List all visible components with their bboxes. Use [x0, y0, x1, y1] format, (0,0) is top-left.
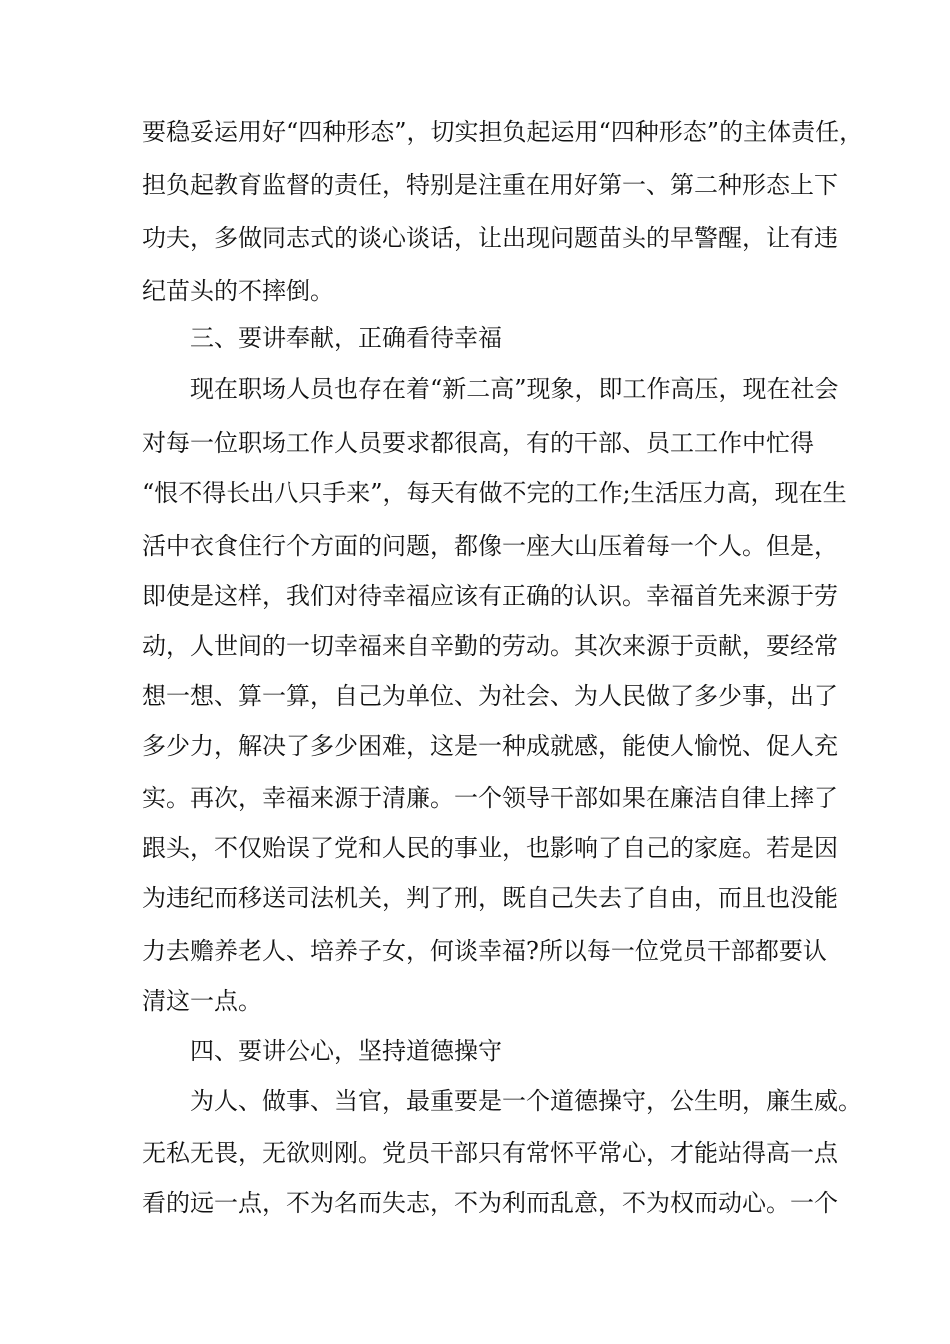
paragraph-line: “恨不得长出八只手来”，每天有做不完的工作;生活压力高，现在生 — [142, 479, 847, 507]
paragraph-line: 跟头，不仅贻误了党和人民的事业，也影响了自己的家庭。若是因 — [142, 834, 838, 862]
paragraph-line: 对每一位职场工作人员要求都很高，有的干部、员工工作中忙得 — [142, 429, 814, 457]
paragraph-line: 要稳妥运用好“四种形态”，切实担负起运用“四种形态”的主体责任， — [142, 118, 864, 146]
paragraph-line: 现在职场人员也存在着“新二高”现象，即工作高压，现在社会 — [190, 375, 839, 403]
paragraph-line: 为人、做事、当官，最重要是一个道德操守，公生明，廉生威。 — [190, 1087, 862, 1115]
paragraph-line: 动，人世间的一切幸福来自辛勤的劳动。其次来源于贡献，要经常 — [142, 632, 838, 660]
paragraph-line: 看的远一点，不为名而失志，不为利而乱意，不为权而动心。一个 — [142, 1189, 838, 1217]
paragraph-line: 实。再次，幸福来源于清廉。一个领导干部如果在廉洁自律上摔了 — [142, 784, 838, 812]
paragraph-line: 纪苗头的不摔倒。 — [142, 277, 334, 305]
paragraph-line: 为违纪而移送司法机关，判了刑，既自己失去了自由，而且也没能 — [142, 884, 838, 912]
paragraph-line: 功夫，多做同志式的谈心谈话，让出现问题苗头的早警醒，让有违 — [142, 224, 838, 252]
paragraph-line: 想一想、算一算，自己为单位、为社会、为人民做了多少事，出了 — [142, 682, 838, 710]
section-heading-4: 四、要讲公心，坚持道德操守 — [190, 1037, 502, 1065]
paragraph-line: 活中衣食住行个方面的问题，都像一座大山压着每一个人。但是， — [142, 532, 838, 560]
paragraph-line: 担负起教育监督的责任，特别是注重在用好第一、第二种形态上下 — [142, 171, 838, 199]
paragraph-line: 力去赡养老人、培养子女，何谈幸福?所以每一位党员干部都要认 — [142, 937, 827, 965]
section-heading-3: 三、要讲奉献，正确看待幸福 — [190, 324, 502, 352]
paragraph-line: 即使是这样，我们对待幸福应该有正确的认识。幸福首先来源于劳 — [142, 582, 838, 610]
paragraph-line: 多少力，解决了多少困难，这是一种成就感，能使人愉悦、促人充 — [142, 732, 838, 760]
paragraph-line: 清这一点。 — [142, 987, 262, 1015]
paragraph-line: 无私无畏，无欲则刚。党员干部只有常怀平常心，才能站得高一点 — [142, 1139, 838, 1167]
